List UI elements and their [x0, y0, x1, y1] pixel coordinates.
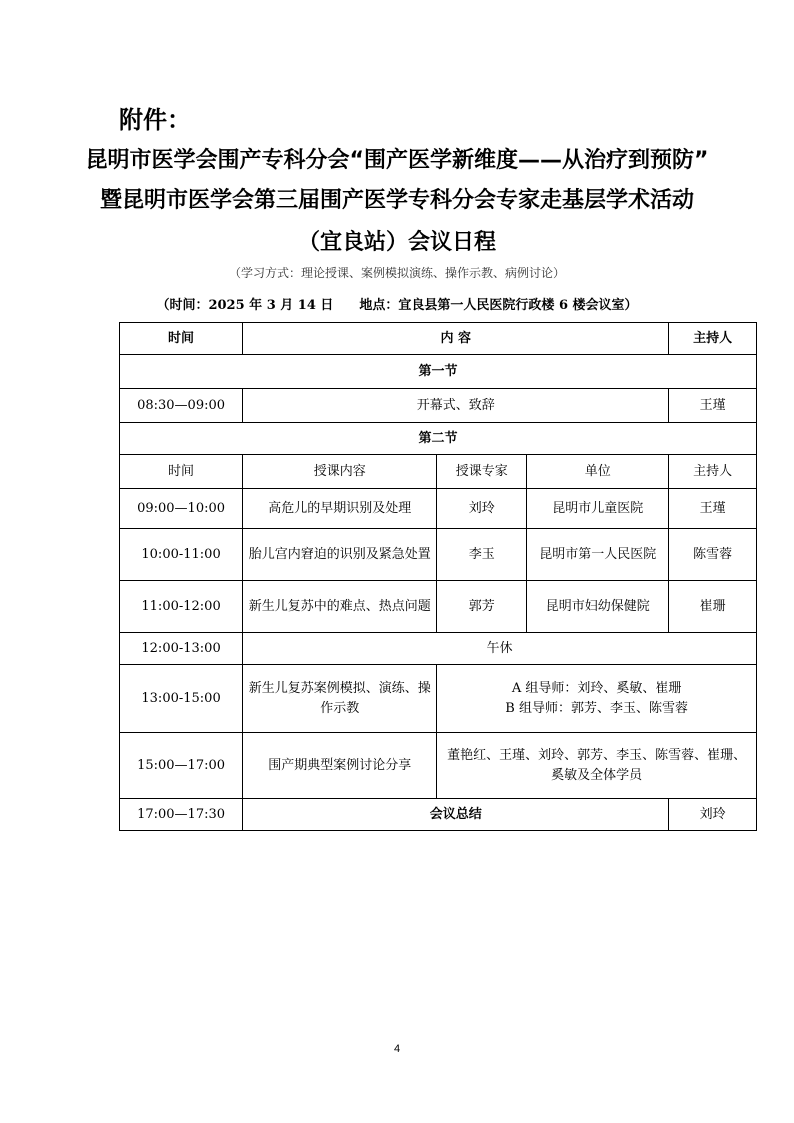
subheader-time: 时间 — [120, 455, 243, 489]
learning-methods: （学习方式：理论授课、案例模拟演练、操作示教、病例讨论） — [228, 266, 565, 280]
table-row — [120, 665, 757, 733]
content-cell: 午休 — [243, 633, 757, 665]
time-cell: 12:00-13:00 — [120, 633, 243, 665]
section-label: 第二节 — [120, 423, 757, 455]
header-content: 内 容 — [243, 323, 669, 355]
table-row — [120, 529, 757, 581]
host-cell: 崔珊 — [669, 581, 757, 633]
header-time: 时间 — [120, 323, 243, 355]
section-row — [120, 423, 757, 455]
host-cell: 王瑾 — [669, 489, 757, 529]
table-header-row — [120, 323, 757, 355]
expert-cell: 郭芳 — [437, 581, 527, 633]
time-cell: 15:00—17:00 — [120, 733, 243, 799]
host-cell: 刘玲 — [669, 799, 757, 831]
time-cell: 09:00—10:00 — [120, 489, 243, 529]
time-and-place: （时间：2025 年 3 月 14 日 地点：宜良县第一人民医院行政楼 6 楼会议室） — [156, 298, 638, 313]
mentors-cell — [437, 665, 757, 733]
page-number: 4 — [393, 1043, 401, 1055]
topic-cell: 围产期典型案例讨论分享 — [243, 733, 437, 799]
time-cell: 10:00-11:00 — [120, 529, 243, 581]
content-cell: 开幕式、致辞 — [243, 389, 669, 423]
expert-cell: 李玉 — [437, 529, 527, 581]
document-title-line-1: 昆明市医学会围产专科分会“围产医学新维度——从治疗到预防” — [85, 148, 709, 173]
subheader-host: 主持人 — [669, 455, 757, 489]
expert-cell: 刘玲 — [437, 489, 527, 529]
table-row — [120, 489, 757, 529]
document-title-line-3: （宜良站）会议日程 — [297, 230, 496, 255]
time-cell: 13:00-15:00 — [120, 665, 243, 733]
table-row — [120, 633, 757, 665]
document-title-line-2: 暨昆明市医学会第三届围产医学专科分会专家走基层学术活动 — [99, 188, 694, 213]
table-row — [120, 733, 757, 799]
host-cell: 陈雪蓉 — [669, 529, 757, 581]
participants-cell: 董艳红、王瑾、刘玲、郭芳、李玉、陈雪蓉、崔珊、奚敏及全体学员 — [437, 733, 757, 799]
host-cell: 王瑾 — [669, 389, 757, 423]
attachment-label: 附件： — [119, 106, 191, 134]
table-row — [120, 389, 757, 423]
unit-cell: 昆明市第一人民医院 — [527, 529, 669, 581]
group-b-mentors: B 组导师：郭芳、李玉、陈雪蓉 — [505, 700, 688, 716]
subheader-topic: 授课内容 — [243, 455, 437, 489]
time-cell: 08:30—09:00 — [120, 389, 243, 423]
topic-cell: 胎儿宫内窘迫的识别及紧急处置 — [243, 529, 437, 581]
group-a-mentors: A 组导师：刘玲、奚敏、崔珊 — [511, 680, 682, 696]
subheader-row — [120, 455, 757, 489]
topic-cell: 高危儿的早期识别及处理 — [243, 489, 437, 529]
section-row — [120, 355, 757, 389]
header-host: 主持人 — [669, 323, 757, 355]
topic-cell: 新生儿复苏案例模拟、演练、操作示教 — [243, 665, 437, 733]
topic-cell: 新生儿复苏中的难点、热点问题 — [243, 581, 437, 633]
section-label: 第一节 — [120, 355, 757, 389]
time-cell: 11:00-12:00 — [120, 581, 243, 633]
table-row — [120, 581, 757, 633]
subheader-expert: 授课专家 — [437, 455, 527, 489]
time-cell: 17:00—17:30 — [120, 799, 243, 831]
content-cell: 会议总结 — [243, 799, 669, 831]
table-row — [120, 799, 757, 831]
unit-cell: 昆明市妇幼保健院 — [527, 581, 669, 633]
unit-cell: 昆明市儿童医院 — [527, 489, 669, 529]
schedule-table — [119, 322, 757, 831]
subheader-unit: 单位 — [527, 455, 669, 489]
